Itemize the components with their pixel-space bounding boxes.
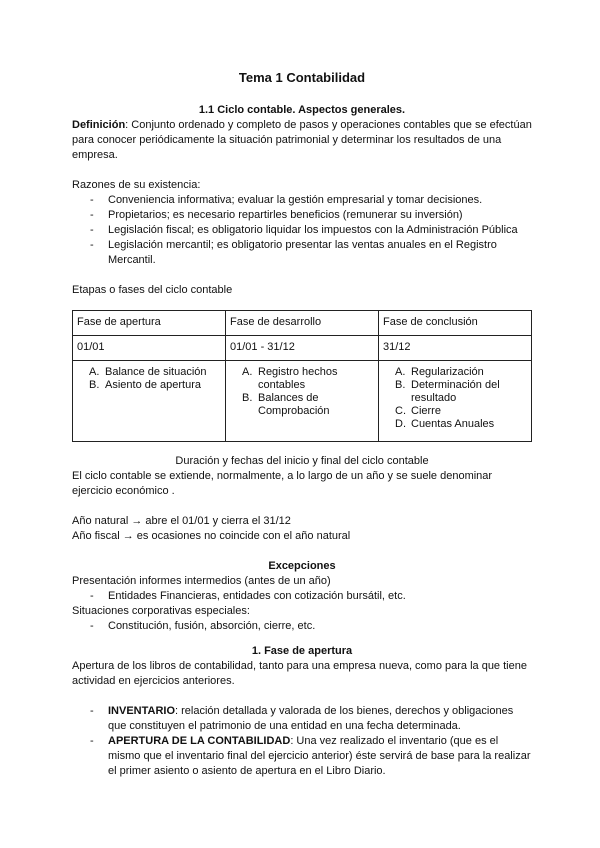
table-cell xyxy=(226,361,379,442)
list-item: C. Cierre xyxy=(395,405,441,417)
table-cell: 31/12 xyxy=(379,336,532,361)
definition-text: : Conjunto ordenado y completo de pasos y operaciones contables que se efectúan para conocer periódicamente la situación patrimonial y determinar los resultados de una empresa. xyxy=(72,119,532,161)
reasons-list xyxy=(72,193,532,268)
list-item: - Legislación fiscal; es obligatorio liquidar los impuestos con la Administración Pública xyxy=(72,223,532,238)
phase-list xyxy=(72,704,532,779)
list-item: - Constitución, fusión, absorción, cierre, etc. xyxy=(72,619,532,634)
table-cell: 01/01 - 31/12 xyxy=(226,336,379,361)
phase-text: Apertura de los libros de contabilidad, tanto para una empresa nueva, como para la que tiene actividad en ejercicios anteriores. xyxy=(72,660,527,687)
fiscal-year: Año fiscal → es ocasiones no coincide con el año natural xyxy=(72,530,351,542)
duration-text: El ciclo contable se extiende, normalmente, a lo largo de un año y se suele denominar ejercicio económico . xyxy=(72,470,493,497)
table-header: Fase de apertura xyxy=(73,311,226,336)
list-item: A. Regularización xyxy=(395,366,484,378)
table-header: Fase de conclusión xyxy=(379,311,532,336)
list-item: D. Cuentas Anuales xyxy=(395,418,495,430)
phase-heading: 1. Fase de apertura xyxy=(251,645,353,657)
exceptions-intro: Presentación informes intermedios (antes de un año) xyxy=(72,575,331,587)
reasons-heading: Razones de su existencia: xyxy=(72,179,201,191)
table-cell: 01/01 xyxy=(73,336,226,361)
table-row xyxy=(73,311,532,336)
table-row xyxy=(73,336,532,361)
definition-label: Definición xyxy=(72,119,126,131)
list-item: - Legislación mercantil; es obligatorio presentar las ventas anuales en el Registro Mercantil. xyxy=(72,238,532,268)
table-header: Fase de desarrollo xyxy=(226,311,379,336)
document-page xyxy=(72,70,532,779)
list-item: B. Balances de Comprobación xyxy=(242,392,330,417)
exceptions-intro: Situaciones corporativas especiales: xyxy=(72,605,250,617)
table-cell xyxy=(73,361,226,442)
list-item: B. Asiento de apertura xyxy=(89,379,202,391)
stages-heading: Etapas o fases del ciclo contable xyxy=(72,284,233,296)
list-item: - Propietarios; es necesario repartirles beneficios (remunerar su inversión) xyxy=(72,208,532,223)
list-item: A. Registro hechos contables xyxy=(242,366,338,391)
list-item: - APERTURA DE LA CONTABILIDAD: Una vez realizado el inventario (que es el mismo que el inventario final del ejercicio anterior) éste servirá de base para la realizar el primer asiento o asiento de apertura en el Libro Diario. xyxy=(72,734,532,779)
section-heading: 1.1 Ciclo contable. Aspectos generales. xyxy=(198,104,406,116)
table-row xyxy=(73,361,532,442)
phases-table xyxy=(72,310,532,442)
list-item: - INVENTARIO: relación detallada y valorada de los bienes, derechos y obligaciones que constituyen el patrimonio de una entidad en una fecha determinada. xyxy=(72,704,532,734)
table-cell xyxy=(379,361,532,442)
document-title: Tema 1 Contabilidad xyxy=(238,70,366,85)
natural-year: Año natural → abre el 01/01 y cierra el 31/12 xyxy=(72,515,291,527)
duration-heading: Duración y fechas del inicio y final del ciclo contable xyxy=(175,455,429,467)
list-item: - Conveniencia informativa; evaluar la gestión empresarial y tomar decisiones. xyxy=(72,193,532,208)
list-item: A. Balance de situación xyxy=(89,366,207,378)
list-item: B. Determinación del resultado xyxy=(395,379,500,404)
exceptions-heading: Excepciones xyxy=(268,560,336,572)
definition-paragraph xyxy=(72,118,532,163)
list-item: - Entidades Financieras, entidades con cotización bursátil, etc. xyxy=(72,589,532,604)
